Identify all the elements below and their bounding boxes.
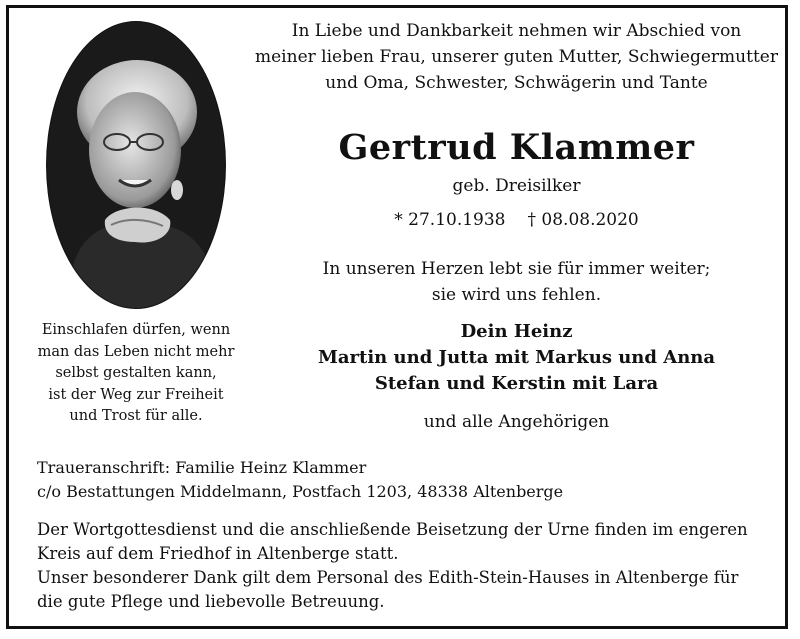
address-line: Traueranschrift: Familie Heinz Klammer xyxy=(37,458,367,477)
obituary-notice xyxy=(6,5,788,629)
mourner-line: Martin und Jutta mit Markus und Anna xyxy=(317,347,716,368)
mourner-line: Dein Heinz xyxy=(460,321,573,342)
poem-line: man das Leben nicht mehr xyxy=(37,343,235,360)
poem-line: und Trost für alle. xyxy=(69,408,203,424)
poem-line: selbst gestalten kann, xyxy=(55,365,217,381)
birth-date: * 27.10.1938 xyxy=(394,210,506,230)
mourner-line: Stefan und Kerstin mit Lara xyxy=(374,373,659,394)
death-date: † 08.08.2020 xyxy=(527,210,639,230)
portrait-oval xyxy=(45,20,227,310)
closing-line: Kreis auf dem Friedhof in Altenberge statt. xyxy=(37,544,399,563)
poem xyxy=(27,320,245,428)
memorial-motto xyxy=(249,256,784,308)
poem-line: Einschlafen dürfen, wenn xyxy=(41,322,231,338)
mourners-list xyxy=(249,319,784,397)
intro-line: In Liebe und Dankbarkeit nehmen wir Abschied von xyxy=(291,21,742,41)
relatives-line: und alle Angehörigen xyxy=(423,412,610,432)
closing-line: Unser besonderer Dank gilt dem Personal des Edith-Stein-Hauses in Altenberge für xyxy=(37,568,739,587)
portrait-photo xyxy=(45,20,227,310)
closing-line: die gute Pflege und liebevolle Betreuung. xyxy=(37,592,385,611)
closing-line: Der Wortgottesdienst und die anschließende Beisetzung der Urne finden im engeren xyxy=(37,520,748,539)
life-dates xyxy=(249,208,784,232)
closing-notice xyxy=(37,518,777,614)
motto-line: sie wird uns fehlen. xyxy=(431,285,602,305)
poem-line: ist der Weg zur Freiheit xyxy=(48,386,224,403)
farewell-intro xyxy=(249,18,784,96)
maiden-name: geb. Dreisilker xyxy=(452,176,581,196)
mourning-address xyxy=(37,456,777,504)
motto-line: In unseren Herzen lebt sie für immer weiter; xyxy=(322,259,711,279)
intro-line: und Oma, Schwester, Schwägerin und Tante xyxy=(325,73,708,93)
deceased-name: Gertrud Klammer xyxy=(338,127,695,168)
address-line: c/o Bestattungen Middelmann, Postfach 1203, 48338 Altenberge xyxy=(37,482,564,501)
intro-line: meiner lieben Frau, unserer guten Mutter, Schwiegermutter xyxy=(255,47,778,67)
